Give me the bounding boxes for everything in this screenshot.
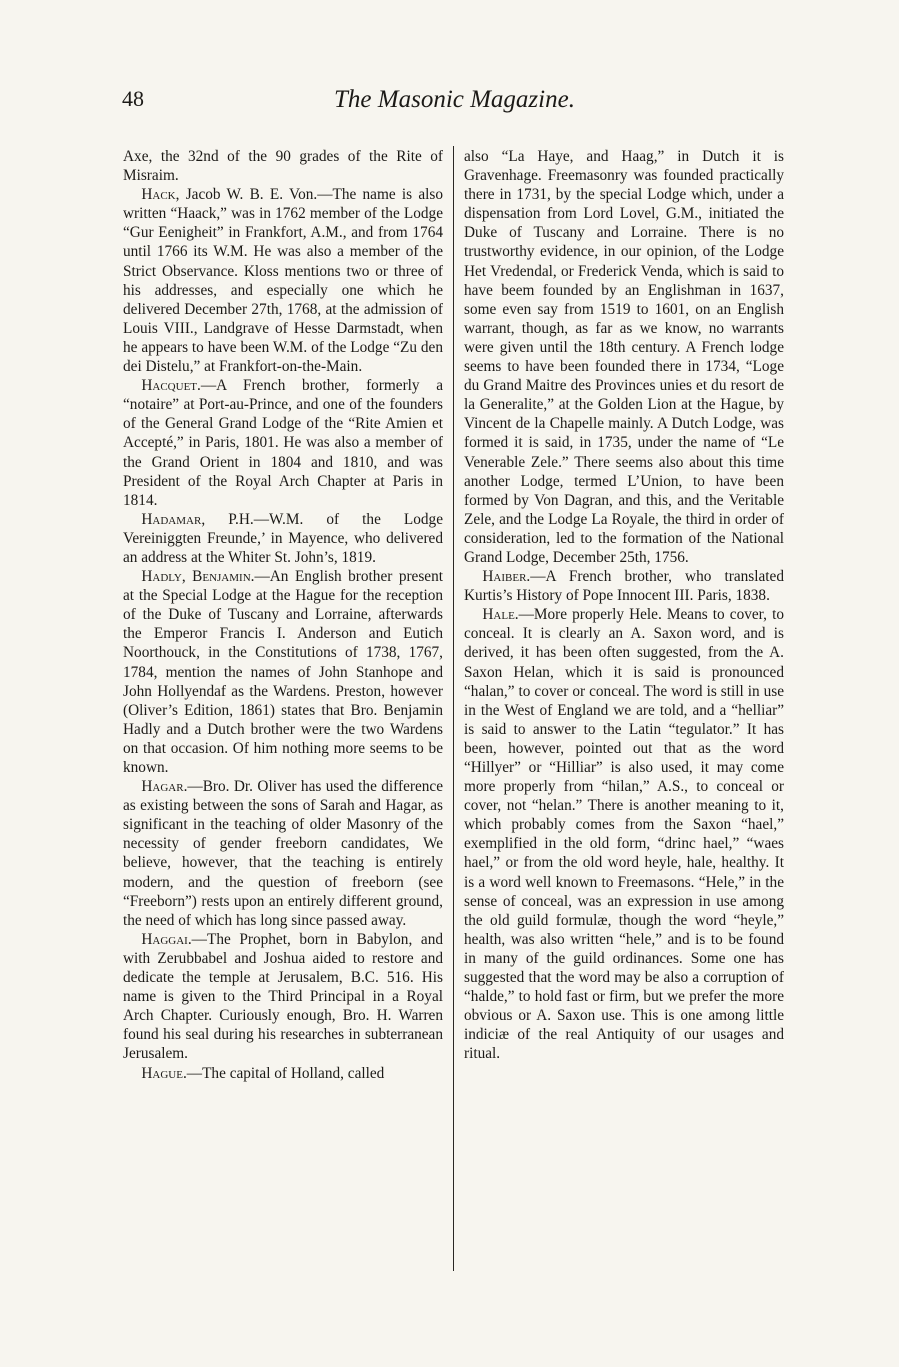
entry-text: .—An English brother present at the Special Lodge at the Hague for the reception of the Duke of Tuscany and Lorraine, afterwards the Emperor Francis I. Anderson and Eutich Noorthouck, in the Constitutions of 1738, 1767, 1784, mention the names of John Stanhope and John Hollyendaf as the Wardens. Preston, however (Oliver’s Edition, 1861) states that Bro. Benjamin Hadly and a Dutch brother were the two Wardens on that occasion. Of him nothing more seems to be known.	[123, 568, 443, 776]
running-title: The Masonic Magazine.	[334, 86, 575, 113]
entry-headword: Hacquet	[141, 377, 198, 395]
entry-hague	[123, 1064, 443, 1083]
entry-text: , Jacob W. B. E. Von.—The name is also written “Haack,” was in 1762 member of the Lodge “Gur Eenigheit” in Frankfort, A.M., and from 1764 until 1766 its W.M. He was also a member of the Strict Observance. Kloss mentions two or three of his addresses, and especially one which he delivered December 27th, 1768, at the admission of Louis VIII., Landgrave of Hesse Darmstadt, when he appears to have been W.M. of the Lodge “Zu den dei Distelu,” at Frankfort-on-the-Main.	[123, 186, 443, 376]
paragraph-text: also “La Haye, and Haag,” in Dutch it is Gravenhage. Freemasonry was founded practically there in 1731, by the special Lodge which, under a dispensation from Lord Lovel, G.M., initiated the Duke of Tuscany and Lorraine. There is no trustworthy evidence, in our opinion, of the Lodge Het Vredendal, or Frederick Venda, which is said to have beem founded by an Englishman in 1637, some even say from 1519 to 1601, on an English warrant, though, as far as we know, no warrants were given until the 18th century. A French lodge seems to have been founded there in 1734, “Loge du Grand Maitre des Provinces unies et du resort de la Generalite,” at the Golden Lion at the Hague, by Vincent de la Chapelle mainly. A Dutch Lodge, was formed it is said, in 1735, under the name of “Le Venerable Zele.” There seems also about this time another Lodge, termed L’Union, to have been formed by Von Dagran, and this, and the Veritable Zele, and the Lodge La Royale, the third in order of consideration, led to the formation of the National Grand Lodge, December 25th, 1756.	[464, 148, 784, 566]
entry-haiber	[464, 567, 784, 605]
entry-hadly	[123, 567, 443, 777]
entry-text: .—A French brother, formerly a “notaire” at Port-au-Prince, and one of the founders of the General Grand Lodge of the “Rite Amien et Accepté,” in Paris, 1801. He was also a member of the Grand Orient in 1804 and 1810, and was President of the Royal Arch Chapter at Paris in 1814.	[123, 377, 443, 509]
left-column	[123, 147, 443, 1083]
entry-text: .—A French brother, who translated Kurtis’s History of Pope Innocent III. Paris, 1838.	[464, 568, 784, 605]
entry-headword: Haiber	[482, 568, 527, 586]
entry-headword: Hagar	[141, 778, 184, 796]
paragraph-text: Axe, the 32nd of the 90 grades of the Rite of Misraim.	[123, 148, 443, 185]
entry-headword: Hale	[482, 606, 515, 624]
page-number: 48	[122, 86, 144, 111]
entry-text: , P.H.—W.M. of the Lodge Vereiniggten Freunde,’ in Mayence, who delivered an address at the Whiter St. John’s, 1819.	[123, 510, 443, 566]
paragraph	[464, 147, 784, 567]
entry-text: .—Bro. Dr. Oliver has used the difference as existing between the sons of Sarah and Hagar, as significant in the teaching of older Masonry of the necessity of gender freeborn candidates, We believe, however, that the teaching is entirely modern, and the question of freeborn (see “Freeborn”) rests upon an entirely different ground, the need of which has long since passed away.	[123, 778, 443, 929]
entry-headword: Hague	[141, 1064, 183, 1082]
entry-text: .—The capital of Holland, called	[182, 1064, 385, 1082]
entry-headword: Hadamar	[141, 510, 202, 528]
entry-headword: Haggai	[141, 930, 188, 948]
entry-haggai	[123, 930, 443, 1064]
right-column	[464, 147, 784, 1064]
entry-hadamar	[123, 510, 443, 567]
page-header	[122, 86, 787, 122]
entry-hacquet	[123, 376, 443, 510]
entry-text: .—The Prophet, born in Babylon, and with Zerubbabel and Joshua aided to restore and dedicate the temple at Jerusalem, B.C. 516. His name is given to the Third Principal in a Royal Arch Chapter. Curiously enough, Bro. H. Warren found his seal during his researches in subterranean Jerusalem.	[123, 930, 443, 1063]
column-divider	[453, 146, 454, 1271]
entry-hale	[464, 605, 784, 1063]
entry-hack	[123, 185, 443, 376]
entry-headword: Hack	[141, 186, 176, 204]
entry-hagar	[123, 777, 443, 930]
entry-headword: Hadly, Benjamin	[141, 568, 251, 586]
entry-text: .—More properly Hele. Means to cover, to conceal. It is clearly an A. Saxon word, and is derived, it has been often suggested, from the A. Saxon Helan, which it is said is pronounced “halan,” to cover or conceal. The word is still in use in the West of England we are told, and a “helliar” is said to answer to the Latin “tegulator.” It has been, however, pointed out that as the word “Hillyer” or “Hilliar” is also used, it may come more properly from “hilan,” A.S., to conceal or cover, not “helan.” There is another meaning to it, which probably comes from the Saxon “hael,” exemplified in the old form, “drinc hael,” “waes hael,” or from the old word heyle, hale, healthy. It is a word well known to Freemasons. “Hele,” in the sense of conceal, was an expression in use among the old guild formulæ, though the word “heyle,” health, was also written “hele,” and is to be found in many of the guild ordinances. Some one has suggested that the word may be also a corruption of “halde,” to hold fast or firm, but we prefer the more obvious or A. Saxon use. This is one among little indiciæ of the real Antiquity of our usages and ritual.	[464, 606, 784, 1063]
paragraph	[123, 147, 443, 185]
